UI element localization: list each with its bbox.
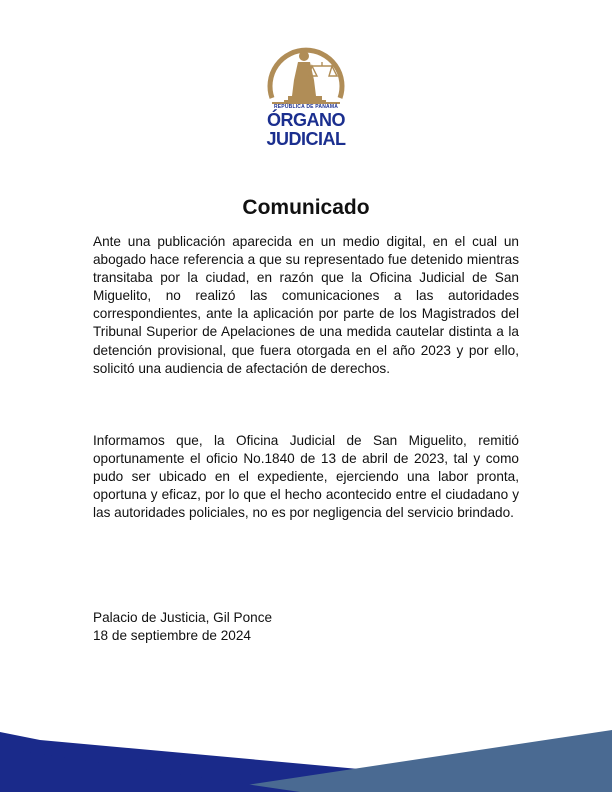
logo-republic-text: REPÚBLICA DE PANAMÁ: [273, 104, 339, 110]
footer-decoration: [0, 728, 612, 792]
logo-judicial-text: JUDICIAL: [266, 129, 346, 149]
logo-organo-text: ÓRGANO: [267, 110, 345, 130]
date-line: 18 de septiembre de 2024: [93, 628, 251, 644]
paragraph-1: Ante una publicación aparecida en un medio digital, en el cual un abogado hace referencia a que su representado fue detenido mientras transitaba por la ciudad, en razón que la Oficina Judicial de San Miguelito, no realizó las comunicaciones a las autoridades correspondientes, ante la aplicación por parte de los Magistrados del Tribunal Superior de Apelaciones de una medida cautelar distinta a la detención provisional, que fuera otorgada en el año 2023 y por ello, solicitó una audiencia de afectación de derechos.: [93, 234, 519, 376]
place-line: Palacio de Justicia, Gil Ponce: [93, 610, 273, 625]
closing-block: [93, 609, 272, 645]
paragraph-2: Informamos que, la Oficina Judicial de San Miguelito, remitió oportunamente el oficio No.1840 de 13 de abril de 2023, tal y como pudo ser ubicado en el expediente, ejerciendo una labor pronta, oportuna y eficaz, por lo que el hecho acontecido entre el ciudadano y las autoridades policiales, no es por negligencia del servicio brindado.: [93, 433, 519, 521]
document-title: Comunicado: [242, 196, 370, 219]
justice-emblem-icon: [258, 36, 354, 106]
